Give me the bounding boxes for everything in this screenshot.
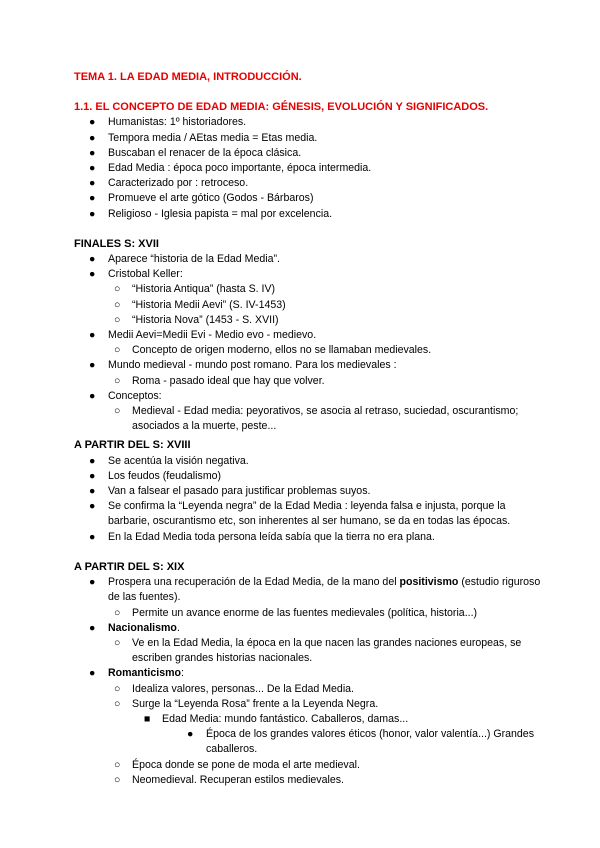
list-item: ● Los feudos (feudalismo)	[74, 469, 544, 484]
list-subsubitem: ■ Edad Media: mundo fantástico. Caballeros, damas...	[74, 712, 544, 727]
circle-bullet-icon: ○	[114, 374, 121, 387]
heading-a-partir-xix: A PARTIR DEL S: XIX	[74, 560, 185, 573]
list-subitem: ○ Medieval - Edad media: peyorativos, se asocia al retraso, suciedad, oscurantismo; asociados a la muerte, peste...	[114, 405, 519, 433]
square-bullet-icon: ■	[144, 712, 151, 725]
bullet-icon: ●	[89, 146, 96, 159]
list-item: ● Cristobal Keller:	[74, 267, 544, 282]
list-item: ● En la Edad Media toda persona leída sabía que la tierra no era plana.	[74, 530, 544, 545]
bullet-icon: ●	[89, 177, 96, 190]
humanistas-list	[74, 115, 544, 221]
list-item: ● Religioso - Iglesia papista = mal por excelencia.	[74, 207, 544, 222]
circle-bullet-icon: ○	[114, 758, 121, 771]
heading-finales-xvii: FINALES S: XVII	[74, 237, 159, 250]
document-title: TEMA 1. LA EDAD MEDIA, INTRODUCCIÓN.	[74, 71, 302, 83]
list-item: ● Humanistas: 1º historiadores.	[74, 115, 544, 130]
list-item: ● Caracterizado por : retroceso.	[74, 176, 544, 191]
list-item: ● Tempora media / AEtas media = Etas media.	[74, 131, 544, 146]
list-item: ● Edad Media : época poco importante, época intermedia.	[74, 161, 544, 176]
bullet-icon: ●	[89, 667, 96, 680]
nacionalismo-term: Nacionalismo	[108, 621, 177, 634]
bullet-icon: ●	[89, 268, 96, 281]
circle-bullet-icon: ○	[114, 313, 121, 326]
bullet-icon: ●	[187, 728, 194, 741]
list-subitem: ○ Época donde se pone de moda el arte medieval.	[74, 758, 544, 773]
circle-bullet-icon: ○	[114, 773, 121, 786]
document-page	[74, 70, 544, 788]
bullet-icon: ●	[89, 500, 96, 513]
bullet-icon: ●	[89, 253, 96, 266]
bullet-icon: ●	[89, 454, 96, 467]
list-item: ● Prospera una recuperación de la Edad Media, de la mano del positivismo (estudio riguroso de las fuentes).	[89, 576, 541, 604]
list-subitem: ○ Roma - pasado ideal que hay que volver.	[74, 374, 544, 389]
list-subitem: ○ Surge la “Leyenda Rosa” frente a la Leyenda Negra.	[74, 697, 544, 712]
list-subitem: ○ “Historia Antiqua” (hasta S. IV)	[74, 282, 544, 297]
circle-bullet-icon: ○	[114, 405, 121, 418]
bullet-icon: ●	[89, 329, 96, 342]
bullet-icon: ●	[89, 192, 96, 205]
list-item: ● Se acentúa la visión negativa.	[74, 454, 544, 469]
circle-bullet-icon: ○	[114, 283, 121, 296]
bullet-icon: ●	[89, 207, 96, 220]
circle-bullet-icon: ○	[114, 344, 121, 357]
list-item: ● Promueve el arte gótico (Godos - Bárbaros)	[74, 191, 544, 206]
bullet-icon: ●	[89, 389, 96, 402]
list-subitem: ○ “Historia Nova” (1453 - S. XVII)	[74, 313, 544, 328]
list-item: ● Nacionalismo.	[74, 621, 544, 636]
bullet-icon: ●	[89, 131, 96, 144]
xviii-list	[74, 454, 544, 545]
list-item: ● Aparece “historia de la Edad Media”.	[74, 252, 544, 267]
list-deepitem: ● Época de los grandes valores éticos (honor, valor valentía...) Grandes caballeros.	[187, 728, 534, 756]
list-item: ● Buscaban el renacer de la época clásica.	[74, 146, 544, 161]
bullet-icon: ●	[89, 469, 96, 482]
bullet-icon: ●	[89, 162, 96, 175]
circle-bullet-icon: ○	[114, 298, 121, 311]
positivismo-term: positivismo	[399, 576, 459, 589]
circle-bullet-icon: ○	[114, 636, 121, 649]
list-subitem: ○ Permite un avance enorme de las fuentes medievales (política, historia...)	[74, 606, 544, 621]
list-subitem: ○ Concepto de origen moderno, ellos no se llamaban medievales.	[74, 343, 544, 358]
circle-bullet-icon: ○	[114, 606, 121, 619]
heading-a-partir-xviii: A PARTIR DEL S: XVIII	[74, 439, 191, 452]
list-item: ● Romanticismo:	[74, 666, 544, 681]
bullet-icon: ●	[89, 359, 96, 372]
bullet-icon: ●	[89, 116, 96, 129]
bullet-icon: ●	[89, 530, 96, 543]
circle-bullet-icon: ○	[114, 697, 121, 710]
bullet-icon: ●	[89, 485, 96, 498]
list-subitem: ○ “Historia Medii Aevi” (S. IV-1453)	[74, 298, 544, 313]
list-subitem: ○ Ve en la Edad Media, la época en la que nacen las grandes naciones europeas, se escriben grandes historias nacionales.	[114, 636, 522, 665]
list-item: ● Van a falsear el pasado para justificar problemas suyos.	[74, 484, 544, 499]
list-item: ● Se confirma la “Leyenda negra” de la Edad Media : leyenda falsa e injusta, porque la barbarie, oscurantismo etc, son inherentes al ser humano, se da en todas las épocas.	[89, 500, 511, 528]
list-item: ● Mundo medieval - mundo post romano. Para los medievales :	[74, 358, 544, 373]
xix-list	[74, 575, 544, 788]
list-item: ● Medii Aevi=Medii Evi - Medio evo - medievo.	[74, 328, 544, 343]
finales-xvii-list	[74, 252, 544, 434]
circle-bullet-icon: ○	[114, 682, 121, 695]
list-subitem: ○ Idealiza valores, personas... De la Edad Media.	[74, 682, 544, 697]
list-item: ● Conceptos:	[74, 389, 544, 404]
bullet-icon: ●	[89, 576, 96, 589]
section-subtitle: 1.1. EL CONCEPTO DE EDAD MEDIA: GÉNESIS, EVOLUCIÓN Y SIGNIFICADOS.	[74, 101, 489, 114]
bullet-icon: ●	[89, 621, 96, 634]
romanticismo-term: Romanticismo	[108, 667, 181, 680]
list-subitem: ○ Neomedieval. Recuperan estilos medievales.	[74, 773, 544, 788]
